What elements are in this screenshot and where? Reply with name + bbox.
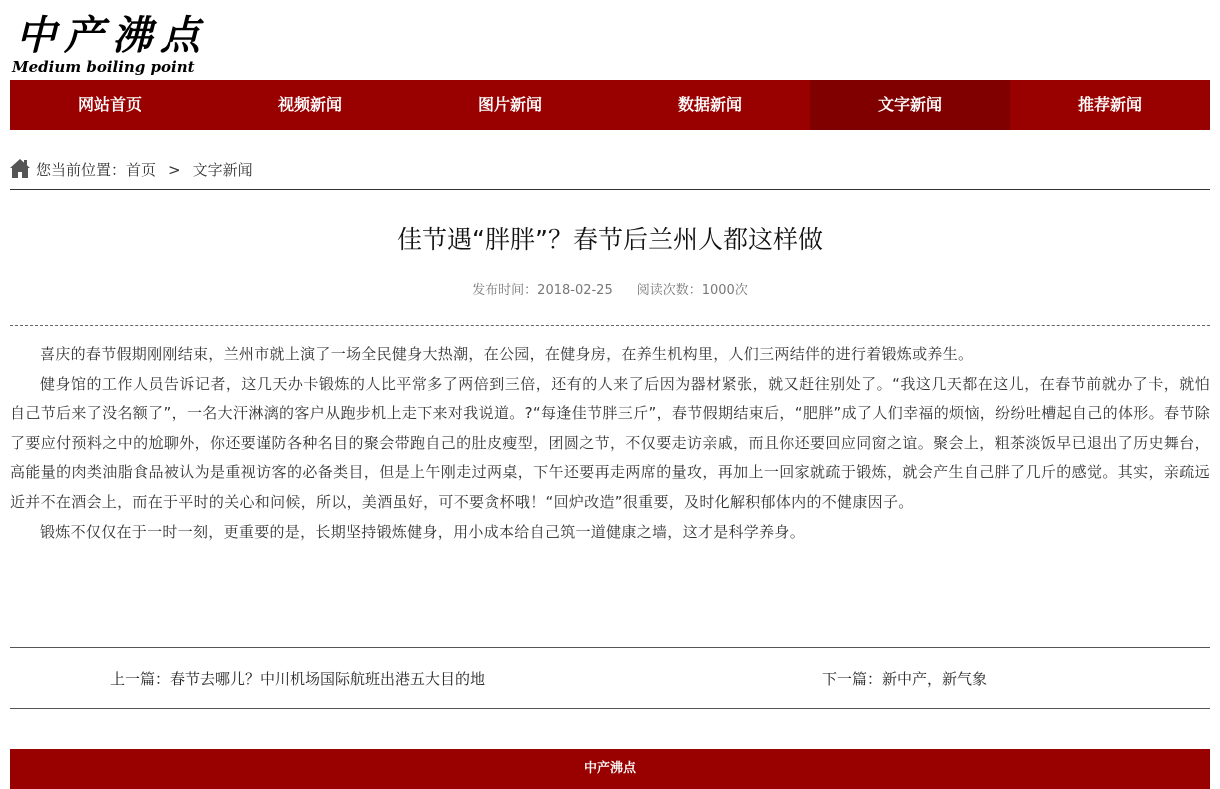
breadcrumb	[10, 156, 1210, 190]
article-pager	[10, 647, 1210, 709]
logo-chinese-text: 中产沸点	[16, 12, 208, 59]
breadcrumb-prefix: 您当前位置：	[36, 161, 127, 179]
nav-item-recommended-news[interactable]: 推荐新闻	[1077, 95, 1142, 114]
view-count: 阅读次数：1000次	[636, 283, 748, 298]
next-article-link[interactable]: 下一篇：新中产，新气象	[822, 670, 988, 688]
article-paragraph: 喜庆的春节假期刚刚结束，兰州市就上演了一场全民健身大热潮，在公园，在健身房，在养生机构里，人们三两结伴的进行着锻炼或养生。	[40, 345, 974, 363]
nav-item-photo-news[interactable]: 图片新闻	[477, 95, 542, 114]
nav-item-data-news[interactable]: 数据新闻	[677, 95, 742, 114]
main-nav	[10, 80, 1210, 130]
nav-item-text-news[interactable]: 文字新闻	[810, 80, 1010, 130]
publish-date: 发布时间：2018-02-25	[472, 283, 613, 298]
content-divider	[10, 325, 1210, 326]
home-icon	[10, 158, 30, 180]
site-logo[interactable]	[12, 8, 212, 78]
article-paragraph: 锻炼不仅仅在于一时一刻，更重要的是，长期坚持锻炼健身，用小成本给自己筑一道健康之墙，这才是科学养身。	[40, 522, 806, 541]
nav-item-home[interactable]: 网站首页	[77, 95, 142, 114]
breadcrumb-current[interactable]: 文字新闻	[192, 161, 253, 179]
logo-english-text: Medium boiling point	[12, 58, 195, 76]
breadcrumb-home-link[interactable]: 首页	[126, 161, 157, 179]
article-body	[10, 340, 1210, 547]
article-paragraph: 健身馆的工作人员告诉记者，这几天办卡锻炼的人比平常多了两倍到三倍，还有的人来了后因为器材紧张，就又赶往别处了。“我这几天都在这儿，在春节前就办了卡，就怕自己节后来了没名额了”，一名大汗淋漓的客户从跑步机上走下来对我说道。?“每逢佳节胖三斤”，春节假期结束后，“肥胖”成了人们幸福的烦恼，纷纷吐槽起自己的体形。春节除了要应付预料之中的尬聊外，你还要谨防各种名目的聚会带跑自己的肚皮瘦型，团圆之节，不仅要走访亲戚，而且你还要回应同窗之谊。聚会上，粗茶淡饭早已退出了历史舞台，高能量的肉类油脂食品被认为是重视访客的必备类目，但是上午刚走过两桌，下午还要再走两席的量攻，再加上一回家就疏于锻炼，就会产生自己胖了几斤的感觉。其实，亲疏远近并不在酒会上，而在于平时的关心和问候，所以，美酒虽好，可不要贪杯哦！“回炉改造”很重要，及时化解积郁体内的不健康因子。	[10, 374, 1210, 511]
breadcrumb-separator: >	[168, 161, 181, 179]
article-title: 佳节遇“胖胖”？春节后兰州人都这样做	[397, 225, 823, 254]
prev-article-link[interactable]: 上一篇：春节去哪儿？中川机场国际航班出港五大目的地	[110, 670, 486, 688]
article-meta	[10, 281, 1210, 301]
nav-item-video-news[interactable]: 视频新闻	[277, 95, 342, 114]
footer: 中产沸点	[10, 749, 1210, 789]
